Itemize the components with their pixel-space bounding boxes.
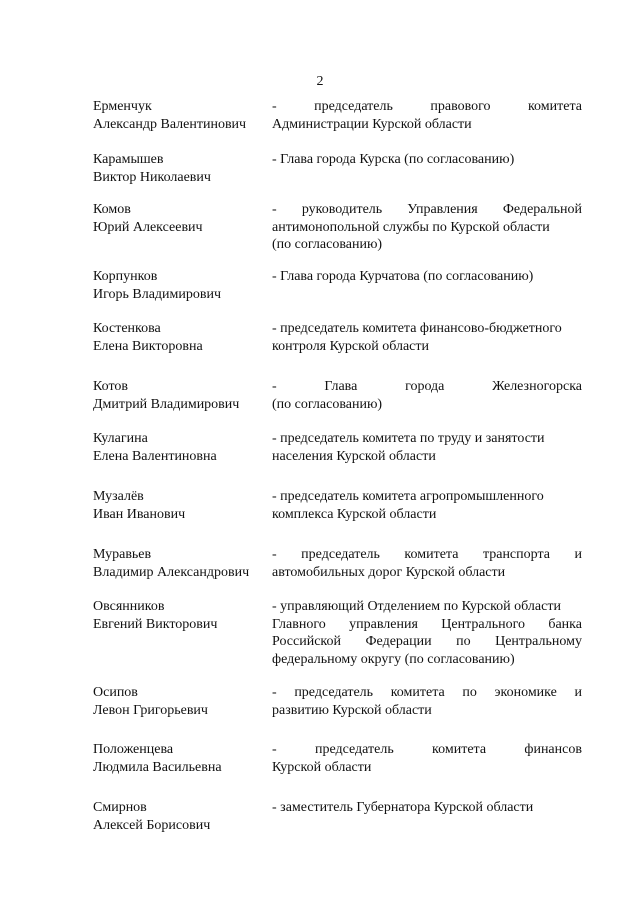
- role-line: Главного управления Центрального банка: [272, 616, 582, 632]
- surname: Комов: [93, 202, 131, 217]
- surname: Карамышев: [93, 152, 164, 167]
- given-names: Александр Валентинович: [93, 116, 247, 132]
- person-name: [93, 684, 265, 719]
- role-line: автомобильных дорог Курской области: [272, 564, 506, 580]
- role-line: - председатель комитета по труду и занятости: [272, 431, 545, 446]
- person-name: [93, 201, 265, 236]
- person-name: [93, 488, 265, 523]
- surname: Положенцева: [93, 742, 174, 757]
- person-name: [93, 741, 265, 776]
- given-names: Иван Иванович: [93, 506, 186, 522]
- role-line: - Глава города Курска (по согласованию): [272, 152, 515, 167]
- role-line: комплекса Курской области: [272, 506, 437, 522]
- person-name: [93, 98, 265, 133]
- given-names: Виктор Николаевич: [93, 169, 211, 185]
- surname: Ерменчук: [93, 99, 152, 114]
- given-names: Алексей Борисович: [93, 817, 211, 833]
- role-line: - заместитель Губернатора Курской области: [272, 800, 534, 815]
- role-line: - руководитель Управления Федеральной: [272, 202, 582, 217]
- person-name: [93, 320, 265, 355]
- position-description: [272, 684, 582, 719]
- given-names: Левон Григорьевич: [93, 702, 208, 718]
- surname: Кулагина: [93, 431, 148, 446]
- role-line: (по согласованию): [272, 237, 383, 252]
- person-name: [93, 378, 265, 413]
- role-line: - Глава города Курчатова (по согласованию): [272, 269, 534, 284]
- page-number: 2: [316, 74, 324, 89]
- given-names: Елена Викторовна: [93, 338, 203, 354]
- surname: Котов: [93, 379, 128, 394]
- position-description: [272, 430, 582, 465]
- role-line: населения Курской области: [272, 448, 436, 464]
- role-line: Курской области: [272, 759, 372, 775]
- role-line: - Глава города Железногорска: [272, 379, 582, 394]
- position-description: [272, 378, 582, 413]
- role-line: - председатель комитета транспорта и: [272, 547, 582, 562]
- role-line: - председатель комитета по экономике и: [272, 685, 582, 700]
- position-description: [272, 799, 582, 817]
- surname: Смирнов: [93, 800, 147, 815]
- surname: Овсянников: [93, 599, 165, 614]
- given-names: Дмитрий Владимирович: [93, 396, 240, 412]
- role-line: (по согласованию): [272, 396, 383, 412]
- given-names: Юрий Алексеевич: [93, 219, 203, 235]
- role-line: федеральному округу (по согласованию): [272, 651, 515, 667]
- position-description: [272, 151, 582, 169]
- position-description: [272, 741, 582, 776]
- position-description: [272, 98, 582, 133]
- given-names: Евгений Викторович: [93, 616, 218, 632]
- surname: Костенкова: [93, 321, 161, 336]
- surname: Корпунков: [93, 269, 158, 284]
- given-names: Людмила Васильевна: [93, 759, 222, 775]
- person-name: [93, 151, 265, 186]
- surname: Музалёв: [93, 489, 144, 504]
- role-line: - председатель комитета агропромышленного: [272, 489, 544, 504]
- person-name: [93, 546, 265, 581]
- role-line: развитию Курской области: [272, 702, 432, 718]
- role-line: - управляющий Отделением по Курской области: [272, 599, 561, 614]
- given-names: Владимир Александрович: [93, 564, 250, 580]
- surname: Осипов: [93, 685, 138, 700]
- role-line: антимонопольной службы по Курской области: [272, 219, 550, 235]
- role-line: контроля Курской области: [272, 338, 429, 354]
- role-line: - председатель комитета финансово-бюджетного: [272, 321, 562, 336]
- person-name: [93, 268, 265, 303]
- role-line: - председатель комитета финансов: [272, 742, 582, 757]
- position-description: [272, 488, 582, 523]
- position-description: [272, 201, 582, 254]
- position-description: [272, 268, 582, 286]
- person-name: [93, 598, 265, 633]
- role-line: Администрации Курской области: [272, 116, 472, 132]
- position-description: [272, 598, 582, 668]
- role-line: Российской Федерации по Центральному: [272, 634, 582, 649]
- given-names: Елена Валентиновна: [93, 448, 217, 464]
- role-line: - председатель правового комитета: [272, 99, 582, 114]
- person-name: [93, 430, 265, 465]
- given-names: Игорь Владимирович: [93, 286, 222, 302]
- position-description: [272, 546, 582, 581]
- position-description: [272, 320, 582, 355]
- person-name: [93, 799, 265, 834]
- surname: Муравьев: [93, 547, 152, 562]
